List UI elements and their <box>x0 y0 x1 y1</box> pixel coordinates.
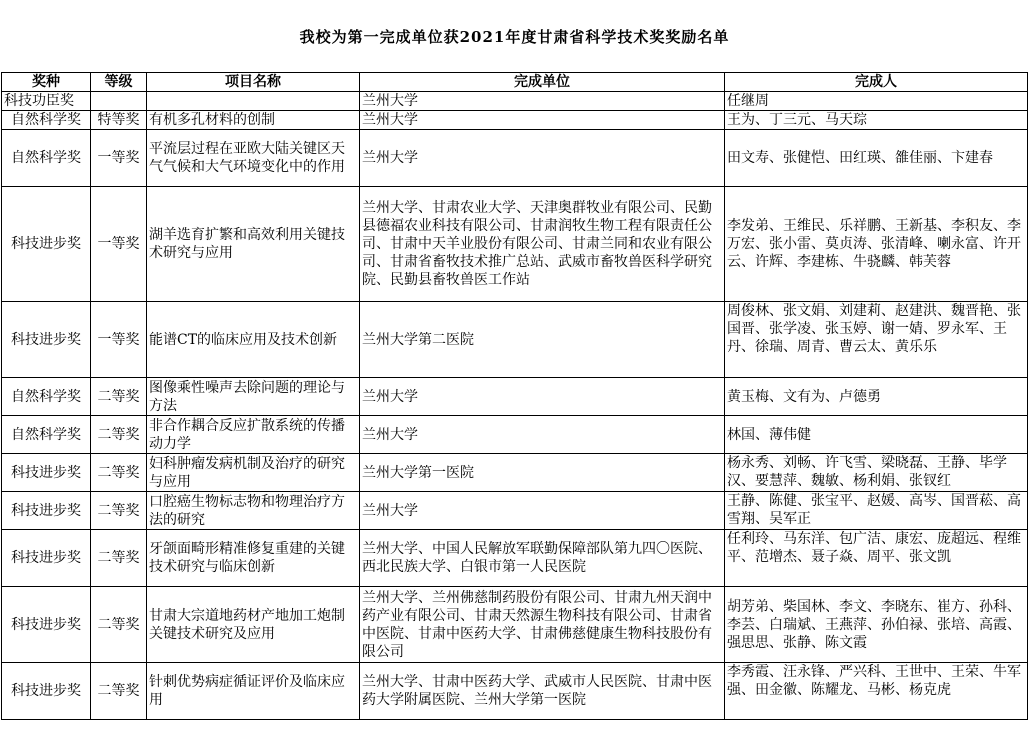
cell-unit: 兰州大学、兰州佛慈制药股份有限公司、甘肃九州天润中药产业有限公司、甘肃天然源生物科技有限公司、甘肃省中医院、甘肃中医药大学、甘肃佛慈健康生物科技股份有限公司 <box>360 587 725 663</box>
header-type: 奖种 <box>2 73 91 92</box>
cell-type: 科技进步奖 <box>2 187 91 302</box>
cell-grade: 二等奖 <box>91 530 147 587</box>
cell-grade: 二等奖 <box>91 454 147 492</box>
cell-people: 周俊林、张文娟、刘建莉、赵建洪、魏晋艳、张国晋、张学凌、张玉婷、谢一婧、罗永军、王丹、徐瑞、周青、曹云太、黄乐乐 <box>725 302 1028 378</box>
cell-people: 胡芳弟、柴国林、李文、李晓东、崔方、孙科、李芸、白瑞斌、王燕萍、孙伯禄、张培、高霞、强思思、张静、陈文霞 <box>725 587 1028 663</box>
cell-unit: 兰州大学 <box>360 378 725 416</box>
table-row <box>2 187 1028 302</box>
cell-type: 自然科学奖 <box>2 111 91 130</box>
cell-grade: 一等奖 <box>91 187 147 302</box>
table-row <box>2 302 1028 378</box>
cell-people: 任利玲、马东洋、包广洁、康宏、庞超远、程维平、范增杰、聂子焱、周平、张文凯 <box>725 530 1028 587</box>
header-unit: 完成单位 <box>360 73 725 92</box>
cell-project: 有机多孔材料的创制 <box>147 111 360 130</box>
cell-people: 黄玉梅、文有为、卢德勇 <box>725 378 1028 416</box>
cell-project: 牙颌面畸形精准修复重建的关键技术研究与临床创新 <box>147 530 360 587</box>
cell-type: 科技进步奖 <box>2 587 91 663</box>
cell-people: 李发弟、王维民、乐祥鹏、王新基、李积友、李万宏、张小雷、莫贞涛、张清峰、喇永富、许开云、许辉、李建栋、牛骁麟、韩芙蓉 <box>725 187 1028 302</box>
cell-project: 甘肃大宗道地药材产地加工炮制关键技术研究及应用 <box>147 587 360 663</box>
cell-grade <box>91 92 147 111</box>
award-table <box>1 72 1028 720</box>
cell-type: 科技功臣奖 <box>2 92 91 111</box>
header-grade: 等级 <box>91 73 147 92</box>
cell-type: 科技进步奖 <box>2 492 91 530</box>
cell-unit: 兰州大学第二医院 <box>360 302 725 378</box>
table-row <box>2 492 1028 530</box>
cell-grade: 二等奖 <box>91 378 147 416</box>
cell-people: 林国、薄伟健 <box>725 416 1028 454</box>
cell-unit: 兰州大学、甘肃农业大学、天津奥群牧业有限公司、民勤县德福农业科技有限公司、甘肃润牧生物工程有限责任公司、甘肃中天羊业股份有限公司、甘肃兰同和农业有限公司、甘肃省畜牧技术推广总站、武威市畜牧兽医科学研究院、民勤县畜牧兽医工作站 <box>360 187 725 302</box>
table-row <box>2 111 1028 130</box>
cell-unit: 兰州大学、中国人民解放军联勤保障部队第九四〇医院、西北民族大学、白银市第一人民医院 <box>360 530 725 587</box>
page-title: 我校为第一完成单位获2021年度甘肃省科学技术奖奖励名单 <box>299 28 730 46</box>
table-row <box>2 587 1028 663</box>
cell-unit: 兰州大学 <box>360 92 725 111</box>
cell-grade: 二等奖 <box>91 663 147 720</box>
cell-grade: 二等奖 <box>91 492 147 530</box>
cell-unit: 兰州大学、甘肃中医药大学、武威市人民医院、甘肃中医药大学附属医院、兰州大学第一医院 <box>360 663 725 720</box>
cell-grade: 一等奖 <box>91 302 147 378</box>
cell-project: 平流层过程在亚欧大陆关键区天气气候和大气环境变化中的作用 <box>147 130 360 187</box>
cell-type: 自然科学奖 <box>2 416 91 454</box>
cell-people: 王静、陈健、张宝平、赵媛、高岑、国晋菘、高雪翔、吴军正 <box>725 492 1028 530</box>
cell-grade: 二等奖 <box>91 416 147 454</box>
cell-project: 能谱CT的临床应用及技术创新 <box>147 302 360 378</box>
cell-unit: 兰州大学 <box>360 130 725 187</box>
cell-grade: 一等奖 <box>91 130 147 187</box>
cell-people: 王为、丁三元、马天琮 <box>725 111 1028 130</box>
cell-people: 田文寿、张健恺、田红瑛、雒佳丽、卞建春 <box>725 130 1028 187</box>
cell-grade: 特等奖 <box>91 111 147 130</box>
cell-project: 口腔癌生物标志物和物理治疗方法的研究 <box>147 492 360 530</box>
cell-type: 科技进步奖 <box>2 530 91 587</box>
cell-type: 科技进步奖 <box>2 454 91 492</box>
table-row <box>2 663 1028 720</box>
cell-unit: 兰州大学第一医院 <box>360 454 725 492</box>
table-row <box>2 378 1028 416</box>
table-row <box>2 454 1028 492</box>
table-header-row <box>2 73 1028 92</box>
cell-type: 自然科学奖 <box>2 130 91 187</box>
cell-project: 湖羊选育扩繁和高效利用关键技术研究与应用 <box>147 187 360 302</box>
header-people: 完成人 <box>725 73 1028 92</box>
cell-people: 杨永秀、刘畅、许飞雪、梁晓磊、王静、毕学汉、要慧萍、魏敏、杨利娟、张钗红 <box>725 454 1028 492</box>
cell-people: 任继周 <box>725 92 1028 111</box>
cell-grade: 二等奖 <box>91 587 147 663</box>
cell-project: 图像乘性噪声去除问题的理论与方法 <box>147 378 360 416</box>
table-row <box>2 416 1028 454</box>
cell-unit: 兰州大学 <box>360 492 725 530</box>
cell-people: 李秀霞、汪永锋、严兴科、王世中、王荣、牛军强、田金徽、陈耀龙、马彬、杨克虎 <box>725 663 1028 720</box>
header-project: 项目名称 <box>147 73 360 92</box>
cell-project: 非合作耦合反应扩散系统的传播动力学 <box>147 416 360 454</box>
cell-project <box>147 92 360 111</box>
cell-unit: 兰州大学 <box>360 111 725 130</box>
table-row <box>2 130 1028 187</box>
table-row <box>2 92 1028 111</box>
cell-type: 科技进步奖 <box>2 663 91 720</box>
cell-project: 妇科肿瘤发病机制及治疗的研究与应用 <box>147 454 360 492</box>
cell-project: 针刺优势病症循证评价及临床应用 <box>147 663 360 720</box>
table-row <box>2 530 1028 587</box>
cell-type: 科技进步奖 <box>2 302 91 378</box>
cell-unit: 兰州大学 <box>360 416 725 454</box>
cell-type: 自然科学奖 <box>2 378 91 416</box>
